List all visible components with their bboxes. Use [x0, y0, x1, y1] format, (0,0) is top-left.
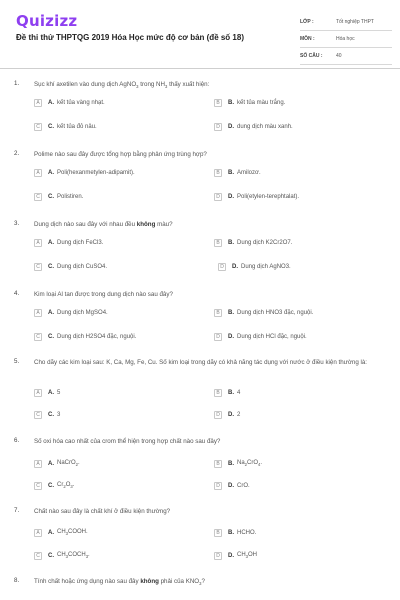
- meta-key: LỚP :: [300, 19, 314, 25]
- option-key: B.: [228, 310, 234, 316]
- question-text: Kim loại Al tan được trong dung dịch nào sau đây?: [34, 291, 173, 298]
- option-text: 3: [57, 412, 61, 418]
- meta-value: 40: [336, 53, 342, 59]
- option-key: B.: [228, 170, 234, 176]
- option-text: Poli(etylen-terephtalat).: [237, 194, 300, 200]
- option-b[interactable]: [214, 98, 285, 108]
- question-text: Cho dãy các kim loại sau: K, Ca, Mg, Fe, Cu. Số kim loại trong dãy có khả năng tác dụng với nước ở điều kiện thường là:: [34, 359, 368, 366]
- option-text: NaCrO$_2$.: [57, 460, 80, 468]
- option-key: D.: [228, 553, 234, 559]
- option-text: $Na_2CrO_4$.: [237, 460, 263, 468]
- option-key: B.: [228, 461, 234, 467]
- option-c[interactable]: [34, 551, 90, 561]
- option-key: B.: [228, 530, 234, 536]
- option-a[interactable]: [34, 388, 60, 398]
- option-letter-box: C: [34, 552, 42, 560]
- option-key: A.: [48, 530, 54, 536]
- option-text: Dung dịch HCl đặc, nguội.: [237, 334, 307, 340]
- option-a[interactable]: [34, 168, 135, 178]
- question-text: Chất nào sau đây là chất khí ở điều kiện thường?: [34, 508, 171, 515]
- option-text: Dung dịch CuSO4.: [57, 264, 108, 270]
- option-key: A.: [48, 461, 54, 467]
- option-a[interactable]: [34, 308, 108, 318]
- option-c[interactable]: [34, 332, 136, 342]
- option-key: D.: [232, 264, 238, 270]
- option-d[interactable]: [214, 192, 299, 202]
- option-c[interactable]: [34, 262, 107, 272]
- option-letter-box: D: [214, 411, 222, 419]
- option-letter-box: B: [214, 99, 222, 107]
- option-letter-box: B: [214, 460, 222, 468]
- meta-value: Hóa học: [336, 36, 355, 42]
- option-key: A.: [48, 310, 54, 316]
- option-text: kết tủa đỏ nâu.: [57, 124, 97, 130]
- meta-key: MÔN :: [300, 36, 315, 42]
- worksheet-header: [0, 0, 400, 68]
- option-key: C.: [48, 124, 54, 130]
- option-key: C.: [48, 553, 54, 559]
- option-d[interactable]: [214, 481, 250, 491]
- option-text: Dung dịch AgNO3.: [241, 264, 291, 270]
- option-text: $CH_3COCH_3$.: [57, 552, 90, 560]
- question-number: 3.: [14, 220, 20, 227]
- option-letter-box: A: [34, 169, 42, 177]
- option-c[interactable]: [34, 192, 83, 202]
- option-key: D.: [228, 412, 234, 418]
- option-b[interactable]: [214, 308, 313, 318]
- option-key: B.: [228, 390, 234, 396]
- option-c[interactable]: [34, 122, 97, 132]
- option-a[interactable]: [34, 528, 88, 538]
- question-number: 8.: [14, 577, 20, 584]
- option-c[interactable]: [34, 410, 60, 420]
- option-letter-box: B: [214, 389, 222, 397]
- question-number: 7.: [14, 507, 20, 514]
- option-a[interactable]: [34, 459, 80, 469]
- option-letter-box: B: [214, 529, 222, 537]
- option-d[interactable]: [218, 262, 291, 272]
- question-text: Dung dịch nào sau đây với nhau đều không màu?: [34, 221, 173, 228]
- option-letter-box: C: [34, 123, 42, 131]
- option-key: D.: [228, 124, 234, 130]
- question-text: Tính chất hoặc ứng dụng nào sau đây không phải của $KNO_3$?: [34, 578, 205, 587]
- option-a[interactable]: [34, 238, 103, 248]
- option-text: $Cr_2O_3$.: [57, 482, 75, 490]
- option-letter-box: C: [34, 193, 42, 201]
- option-letter-box: C: [34, 482, 42, 490]
- option-letter-box: A: [34, 239, 42, 247]
- option-letter-box: D: [218, 263, 226, 271]
- option-text: 2: [237, 412, 241, 418]
- option-key: D.: [228, 483, 234, 489]
- option-letter-box: C: [34, 411, 42, 419]
- worksheet-title: Đề thi thử THPTQG 2019 Hóa Học mức độ cơ bản (đề số 18): [16, 33, 244, 42]
- question-text: Polime nào sau đây được tổng hợp bằng phản ứng trùng hợp?: [34, 151, 207, 158]
- option-text: Amilozơ.: [237, 170, 261, 176]
- option-text: dung dịch màu xanh.: [237, 124, 293, 130]
- option-letter-box: A: [34, 460, 42, 468]
- option-text: Dung dịch HNO3 đặc, nguội.: [237, 310, 314, 316]
- worksheet-meta: [300, 14, 392, 65]
- option-letter-box: C: [34, 333, 42, 341]
- option-key: A.: [48, 100, 54, 106]
- option-text: Polistiren.: [57, 194, 84, 200]
- meta-row-subject: [300, 31, 392, 48]
- option-d[interactable]: [214, 410, 240, 420]
- meta-row-question-count: [300, 48, 392, 65]
- option-key: C.: [48, 412, 54, 418]
- option-letter-box: D: [214, 482, 222, 490]
- option-letter-box: D: [214, 123, 222, 131]
- option-text: $CH_3COOH$.: [57, 529, 88, 537]
- option-text: Dung dịch K2Cr2O7.: [237, 240, 293, 246]
- option-text: Dung dịch FeCl3.: [57, 240, 104, 246]
- question-text: Sục khí axetilen vào dung dịch AgNO$_3$ trong $NH_3$ thấy xuất hiện:: [34, 81, 210, 90]
- option-d[interactable]: [214, 122, 293, 132]
- meta-key: SỐ CÂU :: [300, 53, 323, 59]
- header-divider: [0, 68, 400, 69]
- option-letter-box: A: [34, 309, 42, 317]
- option-letter-box: C: [34, 263, 42, 271]
- question-number: 2.: [14, 150, 20, 157]
- meta-value: Tốt nghiệp THPT: [336, 19, 374, 25]
- quizizz-logo: Quizizz: [16, 12, 78, 30]
- option-key: C.: [48, 483, 54, 489]
- question-number: 4.: [14, 290, 20, 297]
- option-key: D.: [228, 194, 234, 200]
- question-text: Số oxi hóa cao nhất của crom thể hiện trong hợp chất nào sau đây?: [34, 438, 221, 445]
- option-d[interactable]: [214, 551, 257, 561]
- option-letter-box: A: [34, 389, 42, 397]
- question-number: 6.: [14, 437, 20, 444]
- option-key: A.: [48, 170, 54, 176]
- option-a[interactable]: [34, 98, 105, 108]
- option-letter-box: B: [214, 309, 222, 317]
- option-letter-box: D: [214, 552, 222, 560]
- option-text: 5: [57, 390, 61, 396]
- option-key: A.: [48, 390, 54, 396]
- option-text: Dung dịch H2SO4 đặc, nguội.: [57, 334, 137, 340]
- option-key: B.: [228, 240, 234, 246]
- option-text: kết tủa vàng nhạt.: [57, 100, 105, 106]
- option-key: C.: [48, 194, 54, 200]
- option-b[interactable]: [214, 238, 292, 248]
- option-letter-box: B: [214, 169, 222, 177]
- option-text: CrO.: [237, 483, 250, 489]
- option-text: Dung dịch MgSO4.: [57, 310, 108, 316]
- option-text: Poli(hexanmetylen-adipamit).: [57, 170, 135, 176]
- option-key: C.: [48, 334, 54, 340]
- option-letter-box: A: [34, 99, 42, 107]
- option-key: A.: [48, 240, 54, 246]
- meta-row-class: [300, 14, 392, 31]
- option-text: kết tủa màu trắng.: [237, 100, 286, 106]
- option-b[interactable]: [214, 528, 256, 538]
- option-d[interactable]: [214, 332, 307, 342]
- option-key: D.: [228, 334, 234, 340]
- option-letter-box: D: [214, 193, 222, 201]
- option-b[interactable]: [214, 459, 262, 469]
- question-number: 5.: [14, 358, 20, 365]
- option-letter-box: A: [34, 529, 42, 537]
- option-c[interactable]: [34, 481, 74, 491]
- option-b[interactable]: [214, 168, 261, 178]
- option-letter-box: B: [214, 239, 222, 247]
- option-letter-box: D: [214, 333, 222, 341]
- option-text: $CH_3OH$: [237, 552, 258, 560]
- option-key: B.: [228, 100, 234, 106]
- question-number: 1.: [14, 80, 20, 87]
- option-b[interactable]: [214, 388, 240, 398]
- option-text: 4: [237, 390, 241, 396]
- option-text: HCHO.: [237, 530, 257, 536]
- option-key: C.: [48, 264, 54, 270]
